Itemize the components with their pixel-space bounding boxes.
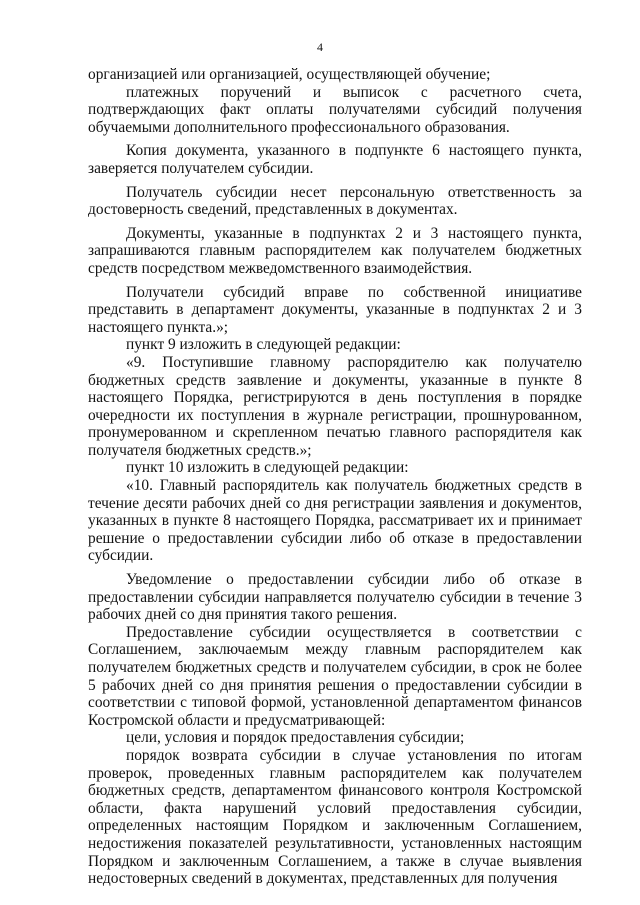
paragraph-11: Уведомление о предоставлении субсидии либо об отказе в предоставлении субсидии направляется получателю субсидии в течение 3 рабочих дней со дня принятия такого решения.	[88, 571, 582, 624]
document-body	[88, 66, 582, 888]
paragraph-14: порядок возврата субсидии в случае установления по итогам проверок, проведенных главным распорядителем как получателем бюджетных средств, департаментом финансового контроля Костромской области, факта нарушений условий предоставления субсидии, определенных настоящим Порядком и заключенным Соглашением, недостижения показателей результативности, установленных настоящим Порядком и заключенным Соглашением, а также в случае выявления недостоверных сведений в документах, представленных для получения	[88, 746, 582, 888]
paragraph-1: организацией или организацией, осуществляющей обучение;	[88, 66, 491, 83]
paragraph-7: пункт 9 изложить в следующей редакции:	[126, 336, 401, 354]
paragraph-10: «10. Главный распорядитель как получатель бюджетных средств в течение десяти рабочих дней со дня регистрации заявления и документов, указанных в пункте 8 настоящего Порядка, рассматривает их и принимает решение о предоставлении субсидии либо об отказе в предоставлении субсидии.	[88, 477, 582, 565]
paragraph-8: «9. Поступившие главному распорядителю как получателю бюджетных средств заявление и документы, указанные в пункте 8 настоящего Порядка, регистрируются в день поступления в порядке очередности их поступления в журнале регистрации, прошнурованном, пронумерованном и скрепленном печатью главного распорядителя как получателя бюджетных средств.»;	[88, 353, 582, 459]
paragraph-9: пункт 10 изложить в следующей редакции:	[126, 459, 409, 477]
paragraph-3: Копия документа, указанного в подпункте 6 настоящего пункта, заверяется получателем субсидии.	[88, 142, 582, 177]
paragraph-4: Получатель субсидии несет персональную ответственность за достоверность сведений, представленных в документах.	[88, 183, 582, 219]
paragraph-12: Предоставление субсидии осуществляется в соответствии с Соглашением, заключаемым между главным распорядителем как получателем бюджетных средств и получателем субсидии, в срок не более 5 рабочих дней со дня принятия решения о предоставлении субсидии в соответствии с типовой формой, установленной департаментом финансов Костромской области и предусматривающей:	[88, 623, 582, 729]
paragraph-5: Документы, указанные в подпунктах 2 и 3 настоящего пункта, запрашиваются главным распорядителем как получателем бюджетных средств посредством межведомственного взаимодействия.	[88, 224, 582, 277]
paragraph-13: цели, условия и порядок предоставления субсидии;	[126, 729, 465, 747]
paragraph-6: Получатели субсидий вправе по собственной инициативе представить в департамент документы, указанные в подпунктах 2 и 3 настоящего пункта.»;	[88, 283, 582, 336]
paragraph-2: платежных поручений и выписок с расчетного счета, подтверждающих факт оплаты получателями субсидий получения обучаемыми дополнительного профессионального образования.	[88, 83, 582, 136]
page-number: 4	[317, 40, 323, 54]
